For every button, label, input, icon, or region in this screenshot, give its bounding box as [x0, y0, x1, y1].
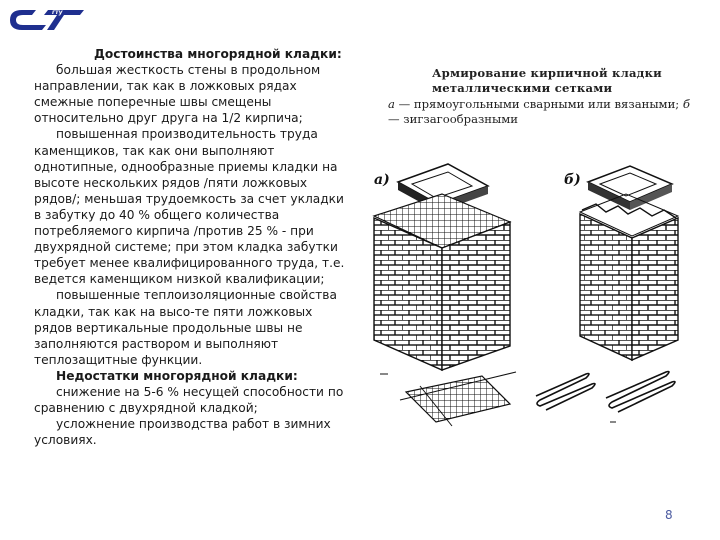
pillar-b: [580, 166, 678, 360]
disadvantage-1: снижение на 5-6 % несущей способности по сравнению с двухрядной кладкой;: [34, 384, 344, 416]
label-a: а): [374, 172, 390, 188]
figure-caption: [388, 66, 694, 128]
caption-body: а — прямоугольными сварными или вязаными; б — зигзагообразными: [388, 96, 690, 127]
rect-mesh: [400, 372, 516, 426]
disadvantage-2: усложнение производства работ в зимних условиях.: [34, 417, 331, 448]
pillar-a: [374, 164, 510, 370]
advantage-2: повышенная производительность труда каменщиков, так как они выполняют однотипные, однообразные приемы кладки на высоте нескольких рядов /пяти ложковых рядов/; меньшая трудоемкость за счет укладки в забутку до 40 % общего количества потребляемого кирпича /против 25 % - при двухрядной системе; при этом кладка забутки требует менее квалифицированного труда, т.е. ведется каменщиком низкой квалификации;: [34, 127, 345, 287]
label-b: б): [564, 172, 581, 188]
advantages-heading: Достоинства многорядной кладки:: [94, 47, 342, 61]
pillars-drawing: [360, 160, 710, 440]
disadvantages-heading: Недостатки многорядной кладки:: [56, 368, 298, 383]
zigzag-mesh: [536, 372, 675, 413]
svg-text:гту: гту: [52, 9, 63, 16]
advantage-1: большая жесткость стены в продольном направлении, так как в ложковых рядах смежные поперечные швы смещены относительно друг друга на 1/2 кирпича;: [34, 63, 321, 126]
caption-title: Армирование кирпичной кладки металлическими сетками: [432, 66, 662, 96]
advantage-3: повышенные теплоизоляционные свойства кладки, так как на высо-те пяти ложковых рядов вертикальные продольные швы не заполняются раствором и выполняют теплозащитные функции.: [34, 288, 337, 367]
sgtu-logo: [6, 4, 86, 36]
reinforcement-figure: [360, 160, 710, 440]
main-text: [34, 46, 352, 448]
page-number: 8: [665, 508, 673, 522]
